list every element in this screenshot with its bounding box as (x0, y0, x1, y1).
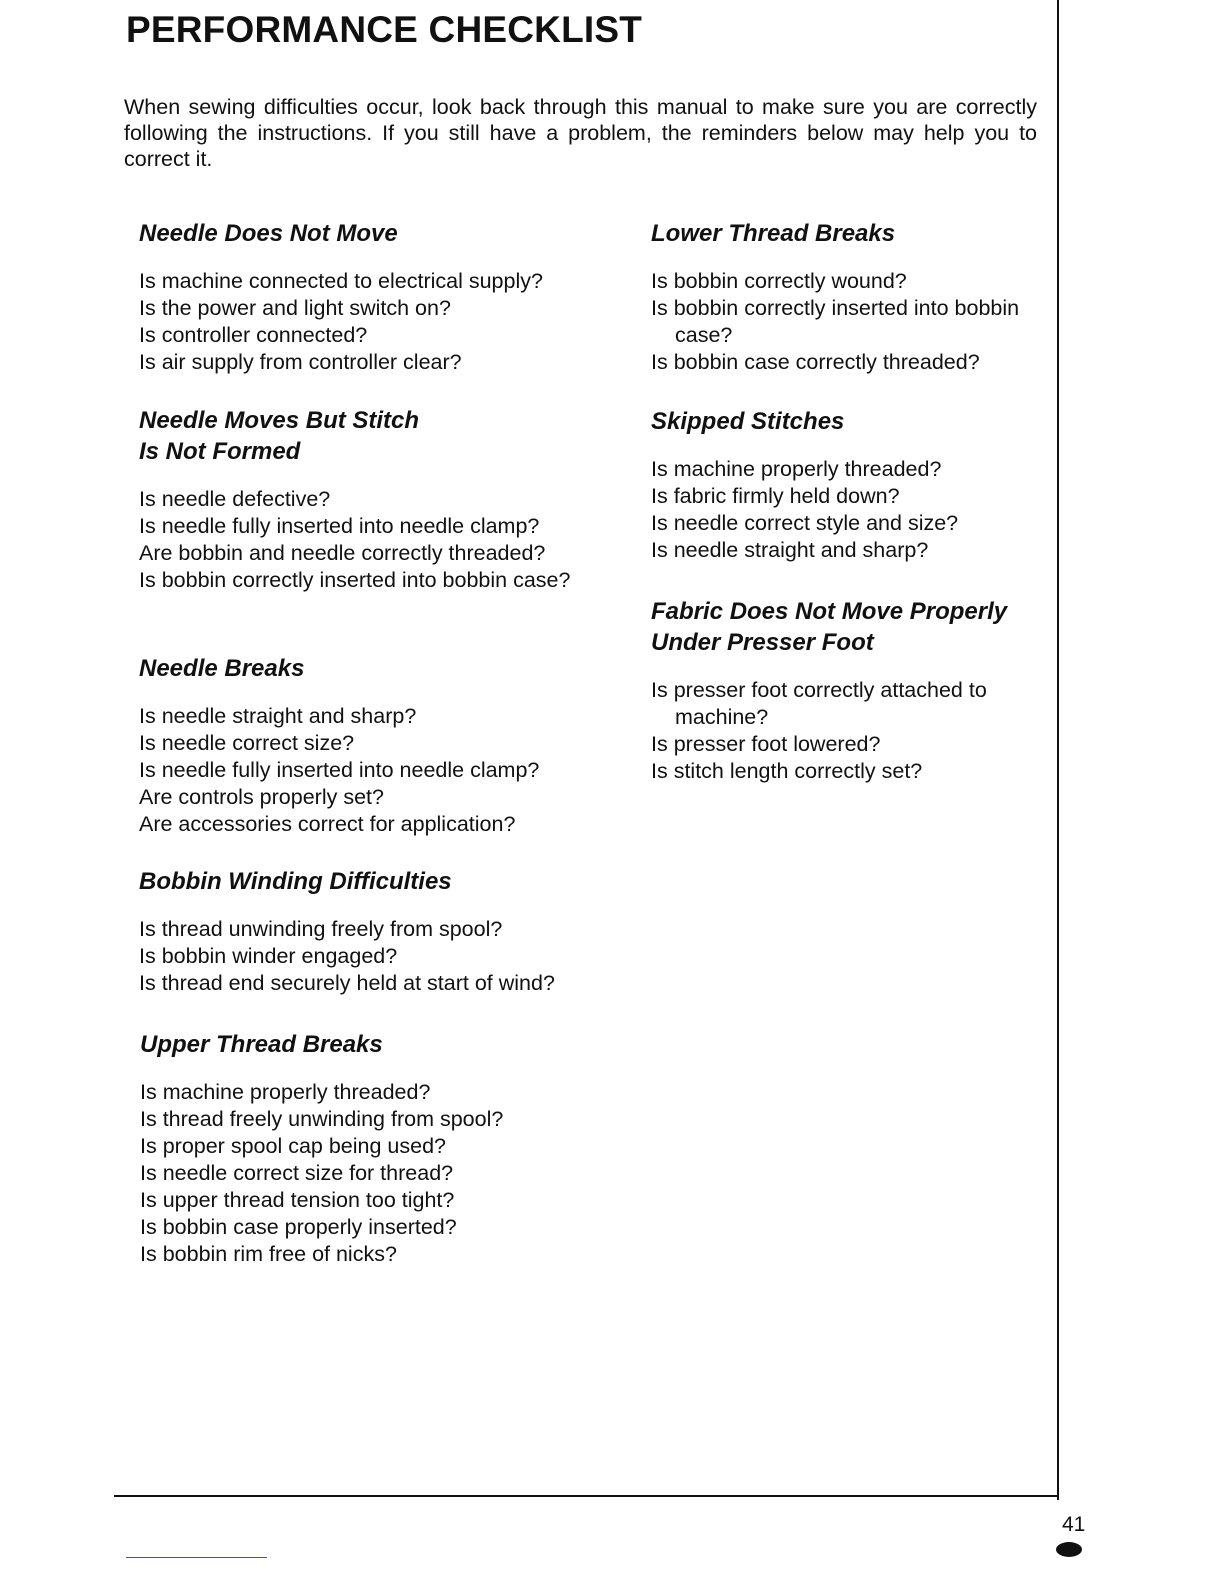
section-heading (651, 406, 1051, 437)
checklist-item: Is stitch length correctly set? (651, 759, 923, 783)
page-title: PERFORMANCE CHECKLIST (126, 9, 643, 50)
checklist-item: Is machine connected to electrical supply? (139, 269, 543, 293)
section-heading-line: Needle Does Not Move (139, 220, 398, 247)
section-bobbin-winding-difficulties (139, 866, 609, 997)
checklist-item: Is needle straight and sharp? (651, 538, 929, 562)
section-heading-line: Skipped Stitches (651, 408, 845, 435)
checklist-item: Is thread freely unwinding from spool? (140, 1107, 504, 1131)
checklist (140, 1079, 610, 1268)
checklist-item: Is needle correct style and size? (651, 511, 959, 535)
checklist-item: Is needle correct size? (139, 731, 355, 755)
checklist-item: Is needle fully inserted into needle clamp? (139, 514, 540, 538)
checklist-item: Is needle straight and sharp? (139, 704, 417, 728)
checklist-item: Is bobbin correctly inserted into bobbin case? (139, 568, 571, 592)
section-heading (651, 596, 1051, 658)
section-heading (139, 218, 609, 249)
section-heading-line: Fabric Does Not Move Properly (651, 598, 1008, 625)
checklist (651, 456, 1051, 564)
checklist-item: Is thread end securely held at start of wind? (139, 971, 555, 995)
checklist (139, 268, 609, 376)
checklist-item: Is upper thread tension too tight? (140, 1188, 455, 1212)
checklist-item: Are accessories correct for application? (139, 812, 516, 836)
page-border-right (1057, 0, 1059, 1500)
page-border-bottom (114, 1495, 1059, 1497)
section-heading-line: Bobbin Winding Difficulties (139, 868, 452, 895)
checklist-item: Is presser foot correctly attached to machine? (651, 678, 987, 729)
checklist-item: Is presser foot lowered? (651, 732, 881, 756)
section-heading (651, 218, 1051, 249)
section-needle-does-not-move (139, 218, 609, 376)
checklist-item: Is machine properly threaded? (140, 1080, 431, 1104)
checklist-item: Are controls properly set? (139, 785, 384, 809)
section-upper-thread-breaks (140, 1029, 610, 1268)
checklist-item: Is bobbin correctly inserted into bobbin case? (651, 296, 1020, 347)
checklist (651, 268, 1051, 376)
section-heading-line: Needle Breaks (139, 655, 305, 682)
checklist-item: Is air supply from controller clear? (139, 350, 462, 374)
section-heading-line: Is Not Formed (139, 438, 301, 465)
section-heading (139, 653, 609, 684)
section-lower-thread-breaks (651, 218, 1051, 376)
checklist-item: Is thread unwinding freely from spool? (139, 917, 503, 941)
checklist-item: Is needle fully inserted into needle clamp? (139, 758, 540, 782)
intro-paragraph: When sewing difficulties occur, look back through this manual to make sure you are correctly following the instructions. If you still have a problem, the reminders below may help you to correct it. (124, 95, 1037, 171)
section-heading-line: Under Presser Foot (651, 629, 874, 656)
section-needle-moves-but-stitch-not-formed (139, 405, 579, 594)
checklist-item: Is bobbin case properly inserted? (140, 1215, 457, 1239)
checklist (139, 486, 579, 594)
section-needle-breaks (139, 653, 609, 838)
page-number: 41 (1062, 1513, 1086, 1536)
checklist-item: Is machine properly threaded? (651, 457, 942, 481)
section-heading (139, 405, 579, 467)
checklist-item: Is the power and light switch on? (139, 296, 451, 320)
checklist-item: Is bobbin case correctly threaded? (651, 350, 980, 374)
section-skipped-stitches (651, 406, 1051, 564)
section-heading (140, 1029, 610, 1060)
checklist-item: Is bobbin rim free of nicks? (140, 1242, 397, 1266)
page-tab-marker-icon (1056, 1542, 1082, 1557)
checklist-item: Is controller connected? (139, 323, 368, 347)
checklist-item: Are bobbin and needle correctly threaded? (139, 541, 546, 565)
checklist (651, 677, 1051, 785)
checklist (139, 916, 609, 997)
checklist-item: Is bobbin winder engaged? (139, 944, 398, 968)
section-heading-line: Needle Moves But Stitch (139, 407, 420, 434)
section-heading-line: Lower Thread Breaks (651, 220, 896, 247)
checklist-item: Is needle correct size for thread? (140, 1161, 454, 1185)
checklist-item: Is needle defective? (139, 487, 331, 511)
section-heading (139, 866, 609, 897)
checklist (139, 703, 609, 838)
section-heading-line: Upper Thread Breaks (140, 1031, 383, 1058)
divider (126, 1557, 267, 1558)
checklist-item: Is fabric firmly held down? (651, 484, 900, 508)
checklist-item: Is proper spool cap being used? (140, 1134, 446, 1158)
section-fabric-does-not-move-properly (651, 596, 1051, 785)
checklist-item: Is bobbin correctly wound? (651, 269, 907, 293)
